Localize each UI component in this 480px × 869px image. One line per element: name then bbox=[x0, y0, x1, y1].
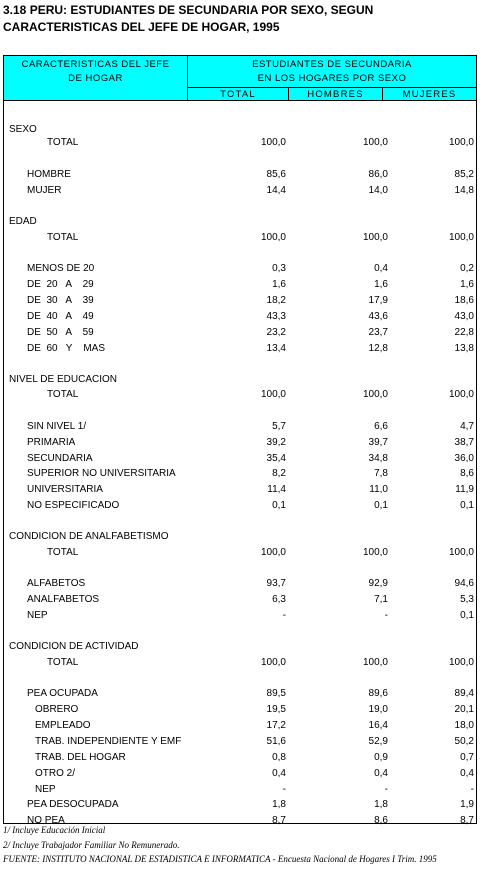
title-line-2: CARACTERISTICAS DEL JEFE DE HOGAR, 1995 bbox=[3, 20, 280, 34]
cell-total: 6,3 bbox=[272, 594, 286, 605]
source-note: FUENTE: INSTITUTO NACIONAL DE ESTADISTICA E INFORMATICA - Encuesta Nacional de Hogares I Trim. 1995 bbox=[3, 854, 437, 864]
cell-mujeres: 13,8 bbox=[454, 343, 474, 354]
cell-total: 23,2 bbox=[266, 327, 286, 338]
row-label: PEA OCUPADA bbox=[27, 688, 98, 699]
row-label: NEP bbox=[27, 610, 48, 621]
table-row bbox=[4, 767, 476, 780]
table-row bbox=[4, 798, 476, 811]
cell-hombres: 0,4 bbox=[374, 263, 388, 274]
row-label: DE 30 A 39 bbox=[27, 295, 94, 306]
row-label: TOTAL bbox=[47, 547, 79, 558]
table-row bbox=[4, 546, 476, 559]
cell-total: 51,6 bbox=[266, 736, 286, 747]
table-row bbox=[4, 483, 476, 496]
table-row bbox=[4, 436, 476, 449]
cell-total: 0,4 bbox=[272, 768, 286, 779]
row-label: MUJER bbox=[27, 185, 62, 196]
row-label: PEA DESOCUPADA bbox=[27, 799, 119, 810]
row-label: HOMBRE bbox=[27, 169, 71, 180]
cell-mujeres: - bbox=[470, 784, 474, 795]
row-label: TRAB. DEL HOGAR bbox=[35, 752, 126, 763]
table-row bbox=[4, 593, 476, 606]
row-label: CONDICION DE ACTIVIDAD bbox=[9, 641, 139, 652]
cell-mujeres: 4,7 bbox=[460, 421, 474, 432]
table-row bbox=[4, 783, 476, 796]
cell-mujeres: 1,9 bbox=[460, 799, 474, 810]
title-line-1: 3.18 PERU: ESTUDIANTES DE SECUNDARIA POR SEXO, SEGUN bbox=[3, 3, 374, 17]
cell-hombres: 12,8 bbox=[368, 343, 388, 354]
cell-mujeres: 0,2 bbox=[460, 263, 474, 274]
cell-hombres: 8,6 bbox=[374, 815, 388, 826]
row-label: DE 50 A 59 bbox=[27, 327, 94, 338]
table-row bbox=[4, 262, 476, 275]
cell-total: 0,8 bbox=[272, 752, 286, 763]
row-label: EMPLEADO bbox=[35, 720, 91, 731]
row-label: NIVEL DE EDUCACION bbox=[9, 374, 117, 385]
row-label: ALFABETOS bbox=[27, 578, 86, 589]
cell-mujeres: 100,0 bbox=[448, 389, 474, 400]
cell-total: 11,4 bbox=[267, 484, 286, 495]
row-label: TOTAL bbox=[47, 232, 79, 243]
data-table bbox=[3, 55, 477, 824]
cell-mujeres: 20,1 bbox=[454, 704, 474, 715]
cell-mujeres: 18,6 bbox=[454, 295, 474, 306]
row-label: TOTAL bbox=[47, 137, 79, 148]
row-label: ANALFABETOS bbox=[27, 594, 100, 605]
footnote: 2/ Incluye Trabajador Familiar No Remunerado. bbox=[3, 840, 180, 850]
cell-total: 100,0 bbox=[260, 547, 286, 558]
cell-total: 0,3 bbox=[272, 263, 286, 274]
cell-hombres: 7,1 bbox=[374, 594, 388, 605]
cell-hombres: 100,0 bbox=[362, 389, 388, 400]
cell-hombres: 34,8 bbox=[368, 453, 388, 464]
cell-hombres: 1,6 bbox=[374, 279, 388, 290]
cell-total: 43,3 bbox=[266, 311, 286, 322]
table-row bbox=[4, 467, 476, 480]
cell-total: 89,5 bbox=[266, 688, 286, 699]
table-row bbox=[4, 388, 476, 401]
cell-hombres: 1,8 bbox=[374, 799, 388, 810]
cell-hombres: - bbox=[384, 610, 388, 621]
cell-mujeres: 85,2 bbox=[454, 169, 474, 180]
table-row bbox=[4, 310, 476, 323]
cell-mujeres: 0,4 bbox=[460, 768, 474, 779]
cell-mujeres: 94,6 bbox=[454, 578, 474, 589]
row-label: SIN NIVEL 1/ bbox=[27, 421, 87, 432]
cell-hombres: 89,6 bbox=[368, 688, 388, 699]
cell-hombres: 19,0 bbox=[368, 704, 388, 715]
table-row bbox=[4, 687, 476, 700]
header-left-line-1: CARACTERISTICAS DEL JEFE bbox=[21, 59, 170, 70]
row-label: OBRERO bbox=[35, 704, 79, 715]
cell-mujeres: 22,8 bbox=[454, 327, 474, 338]
cell-mujeres: 18,0 bbox=[454, 720, 474, 731]
cell-total: 85,6 bbox=[266, 169, 286, 180]
cell-total: 100,0 bbox=[260, 137, 286, 148]
row-label: DE 20 A 29 bbox=[27, 279, 94, 290]
cell-mujeres: 100,0 bbox=[448, 232, 474, 243]
row-label: EDAD bbox=[9, 216, 37, 227]
table-row bbox=[4, 231, 476, 244]
cell-mujeres: 5,3 bbox=[460, 594, 474, 605]
cell-hombres: - bbox=[384, 784, 388, 795]
cell-hombres: 100,0 bbox=[362, 232, 388, 243]
cell-total: 100,0 bbox=[260, 232, 286, 243]
header-right-line-1: ESTUDIANTES DE SECUNDARIA bbox=[252, 59, 412, 70]
cell-hombres: 100,0 bbox=[362, 547, 388, 558]
cell-total: 8,7 bbox=[272, 815, 286, 826]
cell-total: 35,4 bbox=[266, 453, 286, 464]
cell-hombres: 6,6 bbox=[374, 421, 388, 432]
header-left-line-2: DE HOGAR bbox=[68, 73, 123, 84]
cell-mujeres: 100,0 bbox=[448, 657, 474, 668]
table-row bbox=[4, 326, 476, 339]
cell-mujeres: 89,4 bbox=[454, 688, 474, 699]
cell-hombres: 11,0 bbox=[369, 484, 388, 495]
row-label: TRAB. INDEPENDIENTE Y EMF bbox=[35, 736, 182, 747]
cell-total: 13,4 bbox=[266, 343, 286, 354]
column-header-hombres: HOMBRES bbox=[289, 87, 383, 101]
table-row bbox=[4, 703, 476, 716]
table-row bbox=[4, 499, 476, 512]
cell-total: 17,2 bbox=[266, 720, 286, 731]
cell-hombres: 100,0 bbox=[362, 657, 388, 668]
table-row bbox=[4, 342, 476, 355]
cell-hombres: 0,4 bbox=[374, 768, 388, 779]
table-row bbox=[4, 719, 476, 732]
cell-mujeres: 1,6 bbox=[460, 279, 474, 290]
cell-mujeres: 0,1 bbox=[460, 500, 474, 511]
cell-hombres: 100,0 bbox=[362, 137, 388, 148]
table-row bbox=[4, 123, 476, 136]
row-label: CONDICION DE ANALFABETISMO bbox=[9, 531, 169, 542]
cell-hombres: 39,7 bbox=[368, 437, 388, 448]
table-row bbox=[4, 609, 476, 622]
cell-hombres: 17,9 bbox=[368, 295, 388, 306]
cell-hombres: 43,6 bbox=[368, 311, 388, 322]
row-label: SEXO bbox=[9, 124, 37, 135]
row-label: TOTAL bbox=[47, 657, 79, 668]
table-row bbox=[4, 640, 476, 653]
row-label: DE 60 Y MAS bbox=[27, 343, 105, 354]
table-row bbox=[4, 168, 476, 181]
cell-hombres: 0,1 bbox=[374, 500, 388, 511]
cell-total: 93,7 bbox=[266, 578, 286, 589]
cell-total: - bbox=[282, 784, 286, 795]
row-label: TOTAL bbox=[47, 389, 79, 400]
cell-mujeres: 50,2 bbox=[454, 736, 474, 747]
cell-mujeres: 0,1 bbox=[460, 610, 474, 621]
table-row bbox=[4, 735, 476, 748]
cell-mujeres: 36,0 bbox=[454, 453, 474, 464]
row-label: MENOS DE 20 bbox=[27, 263, 95, 274]
cell-total: 0,1 bbox=[272, 500, 286, 511]
table-row bbox=[4, 577, 476, 590]
cell-mujeres: 100,0 bbox=[448, 547, 474, 558]
cell-mujeres: 43,0 bbox=[454, 311, 474, 322]
cell-total: 1,8 bbox=[272, 799, 286, 810]
cell-total: 5,7 bbox=[272, 421, 286, 432]
cell-total: 100,0 bbox=[260, 389, 286, 400]
column-header-mujeres: MUJERES bbox=[383, 87, 476, 101]
cell-mujeres: 8,7 bbox=[460, 815, 474, 826]
cell-hombres: 0,9 bbox=[374, 752, 388, 763]
cell-total: 39,2 bbox=[266, 437, 286, 448]
cell-total: 19,5 bbox=[266, 704, 286, 715]
table-row bbox=[4, 184, 476, 197]
table-row bbox=[4, 136, 476, 149]
cell-hombres: 23,7 bbox=[368, 327, 388, 338]
cell-hombres: 16,4 bbox=[368, 720, 388, 731]
cell-mujeres: 0,7 bbox=[460, 752, 474, 763]
table-row bbox=[4, 751, 476, 764]
row-label: NO ESPECIFICADO bbox=[27, 500, 120, 511]
table-row bbox=[4, 215, 476, 228]
cell-hombres: 92,9 bbox=[368, 578, 388, 589]
footnote: 1/ Incluye Educación Inicial bbox=[3, 825, 106, 835]
row-label: UNIVERSITARIA bbox=[27, 484, 103, 495]
row-label: OTRO 2/ bbox=[35, 768, 76, 779]
cell-hombres: 52,9 bbox=[368, 736, 388, 747]
cell-total: 100,0 bbox=[260, 657, 286, 668]
cell-hombres: 7,8 bbox=[374, 468, 388, 479]
table-row bbox=[4, 294, 476, 307]
column-header-total: TOTAL bbox=[188, 87, 289, 101]
table-row bbox=[4, 530, 476, 543]
table-row bbox=[4, 420, 476, 433]
cell-total: - bbox=[282, 610, 286, 621]
cell-hombres: 86,0 bbox=[368, 169, 388, 180]
row-label: NO PEA bbox=[27, 815, 65, 826]
header-characteristics bbox=[4, 56, 188, 101]
cell-mujeres: 100,0 bbox=[448, 137, 474, 148]
cell-total: 18,2 bbox=[266, 295, 286, 306]
cell-mujeres: 38,7 bbox=[454, 437, 474, 448]
table-row bbox=[4, 278, 476, 291]
cell-mujeres: 11,9 bbox=[455, 484, 474, 495]
cell-total: 1,6 bbox=[272, 279, 286, 290]
row-label: PRIMARIA bbox=[27, 437, 76, 448]
table-row bbox=[4, 452, 476, 465]
table-title bbox=[3, 2, 477, 36]
table-row bbox=[4, 373, 476, 386]
cell-mujeres: 8,6 bbox=[460, 468, 474, 479]
cell-hombres: 14,0 bbox=[368, 185, 388, 196]
header-right-line-2: EN LOS HOGARES POR SEXO bbox=[257, 73, 407, 84]
header-students bbox=[188, 56, 476, 101]
row-label: SECUNDARIA bbox=[27, 453, 93, 464]
cell-total: 8,2 bbox=[272, 468, 286, 479]
table-row bbox=[4, 656, 476, 669]
row-label: SUPERIOR NO UNIVERSITARIA bbox=[27, 468, 176, 479]
row-label: DE 40 A 49 bbox=[27, 311, 94, 322]
cell-mujeres: 14,8 bbox=[454, 185, 474, 196]
cell-total: 14,4 bbox=[266, 185, 286, 196]
row-label: NEP bbox=[35, 784, 56, 795]
